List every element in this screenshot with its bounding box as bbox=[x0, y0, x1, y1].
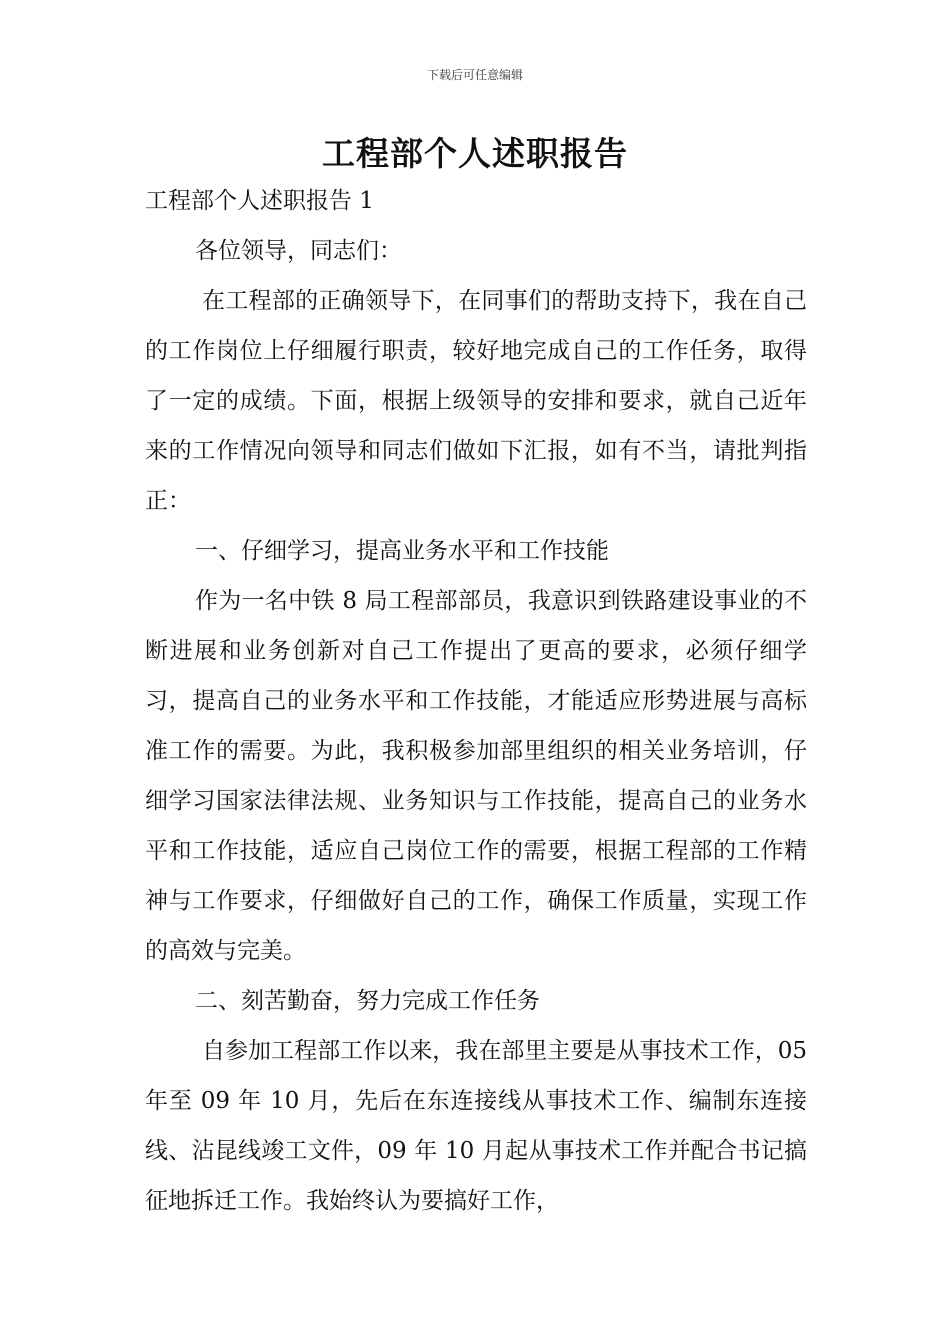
section-2-paragraph: 自参加工程部工作以来，我在部里主要是从事技术工作，05 年至 09 年 10 月，先后在东连接线从事技术工作、编制东连接线、沾昆线竣工文件，09 年 10 月起从事技术工作并配合书记搞征地拆迁工作。我始终认为要搞好工作， bbox=[145, 1038, 807, 1214]
report-subtitle: 工程部个人述职报告 1 bbox=[145, 188, 374, 214]
section-heading-2: 二、刻苦勤奋，努力完成工作任务 bbox=[195, 988, 540, 1014]
header-note: 下载后可任意编辑 bbox=[426, 68, 523, 82]
section-1-paragraph: 作为一名中铁 8 局工程部部员，我意识到铁路建设事业的不断进展和业务创新对自己工作提出了更高的要求，必须仔细学习，提高自己的业务水平和工作技能，才能适应形势进展与高标准工作的需要。为此，我积极参加部里组织的相关业务培训，仔细学习国家法律法规、业务知识与工作技能，提高自己的业务水平和工作技能，适应自己岗位工作的需要，根据工程部的工作精神与工作要求，仔细做好自己的工作，确保工作质量，实现工作的高效与完美。 bbox=[145, 588, 807, 964]
intro-paragraph: 在工程部的正确领导下，在同事们的帮助支持下，我在自己的工作岗位上仔细履行职责，较好地完成自己的工作任务，取得了一定的成绩。下面，根据上级领导的安排和要求，就自己近年来的工作情况向领导和同志们做如下汇报，如有不当，请批判指正： bbox=[145, 288, 807, 514]
document-body bbox=[145, 176, 807, 1226]
document-title: 工程部个人述职报告 bbox=[322, 134, 628, 173]
section-heading-1: 一、仔细学习，提高业务水平和工作技能 bbox=[195, 538, 609, 564]
greeting: 各位领导，同志们： bbox=[195, 238, 402, 264]
